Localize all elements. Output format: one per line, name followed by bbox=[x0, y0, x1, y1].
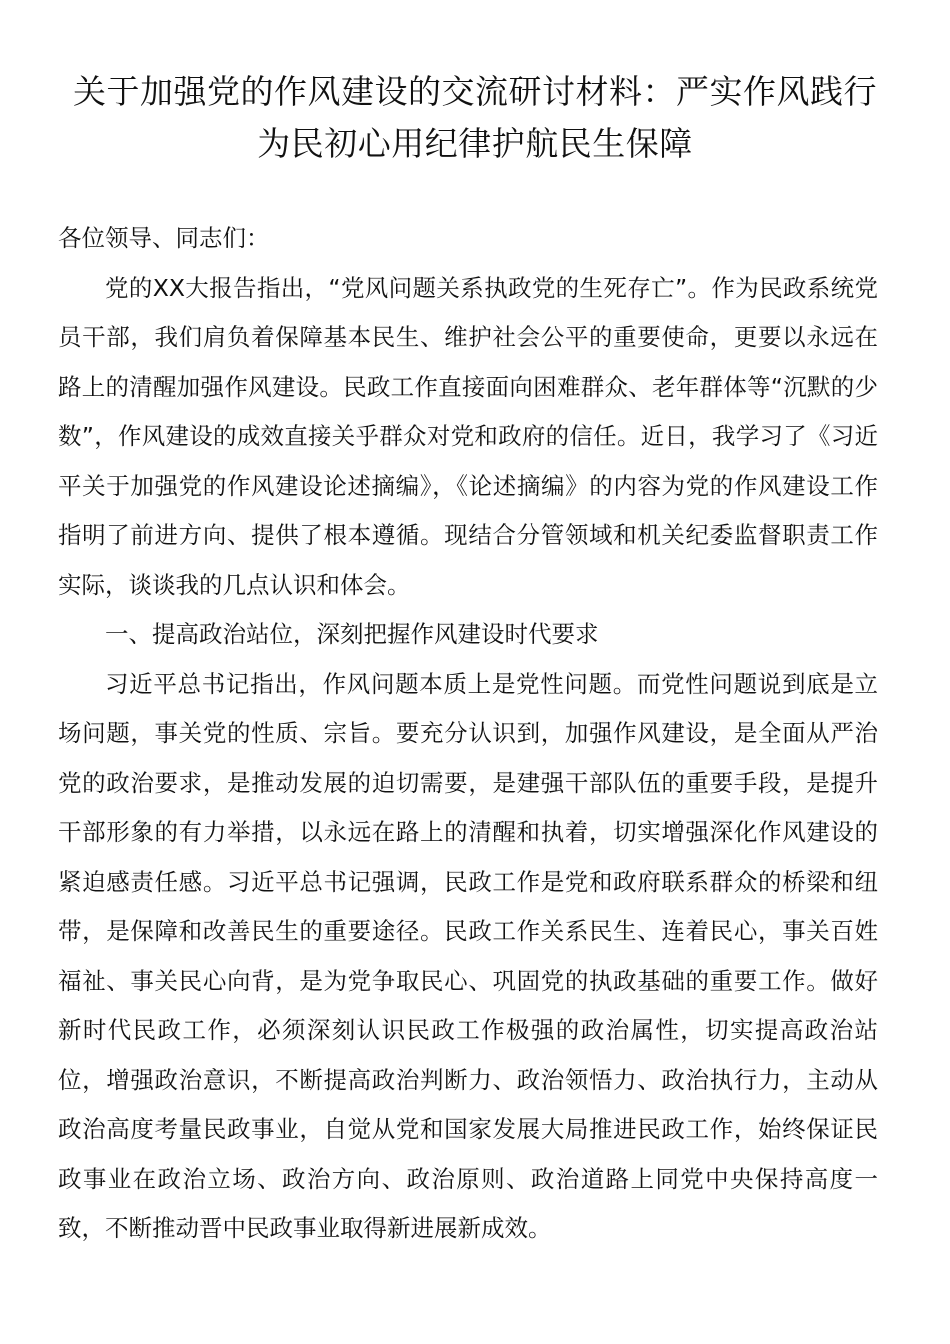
paragraph-intro: 党的XX大报告指出，“党风问题关系执政党的生死存亡”。作为民政系统党员干部，我们肩负着保障基本民生、维护社会公平的重要使命，更要以永远在路上的清醒加强作风建设。民政工作直接面向困难群众、老年群体等“沉默的少数”，作风建设的成效直接关乎群众对党和政府的信任。近日，我学习了《习近平关于加强党的作风建设论述摘编》，《论述摘编》的内容为党的作风建设工作指明了前进方向、提供了根本遵循。现结合分管领域和机关纪委监督职责工作实际，谈谈我的几点认识和体会。 bbox=[58, 273, 878, 599]
section-heading-1: 一、提高政治站位，深刻把握作风建设时代要求 bbox=[105, 620, 599, 648]
document-title: 关于加强党的作风建设的交流研讨材料：严实作风践行为民初心用纪律护航民生保障 bbox=[73, 72, 877, 163]
paragraph-section-1: 习近平总书记指出，作风问题本质上是党性问题。而党性问题说到底是立场问题，事关党的性质、宗旨。要充分认识到，加强作风建设，是全面从严治党的政治要求，是推动发展的迫切需要，是建强干部队伍的重要手段，是提升干部形象的有力举措，以永远在路上的清醒和执着，切实增强深化作风建设的紧迫感责任感。习近平总书记强调，民政工作是党和政府联系群众的桥梁和纽带，是保障和改善民生的重要途径。民政工作关系民生、连着民心，事关百姓福祉、事关民心向背，是为党争取民心、巩固党的执政基础的重要工作。做好新时代民政工作，必须深刻认识民政工作极强的政治属性，切实提高政治站位，增强政治意识，不断提高政治判断力、政治领悟力、政治执行力，主动从政治高度考量民政事业，自觉从党和国家发展大局推进民政工作，始终保证民政事业在政治立场、政治方向、政治原则、政治道路上同党中央保持高度一致，不断推动晋中民政事业取得新进展新成效。 bbox=[58, 669, 878, 1242]
salutation: 各位领导、同志们： bbox=[58, 224, 270, 252]
document-body bbox=[58, 214, 878, 1254]
